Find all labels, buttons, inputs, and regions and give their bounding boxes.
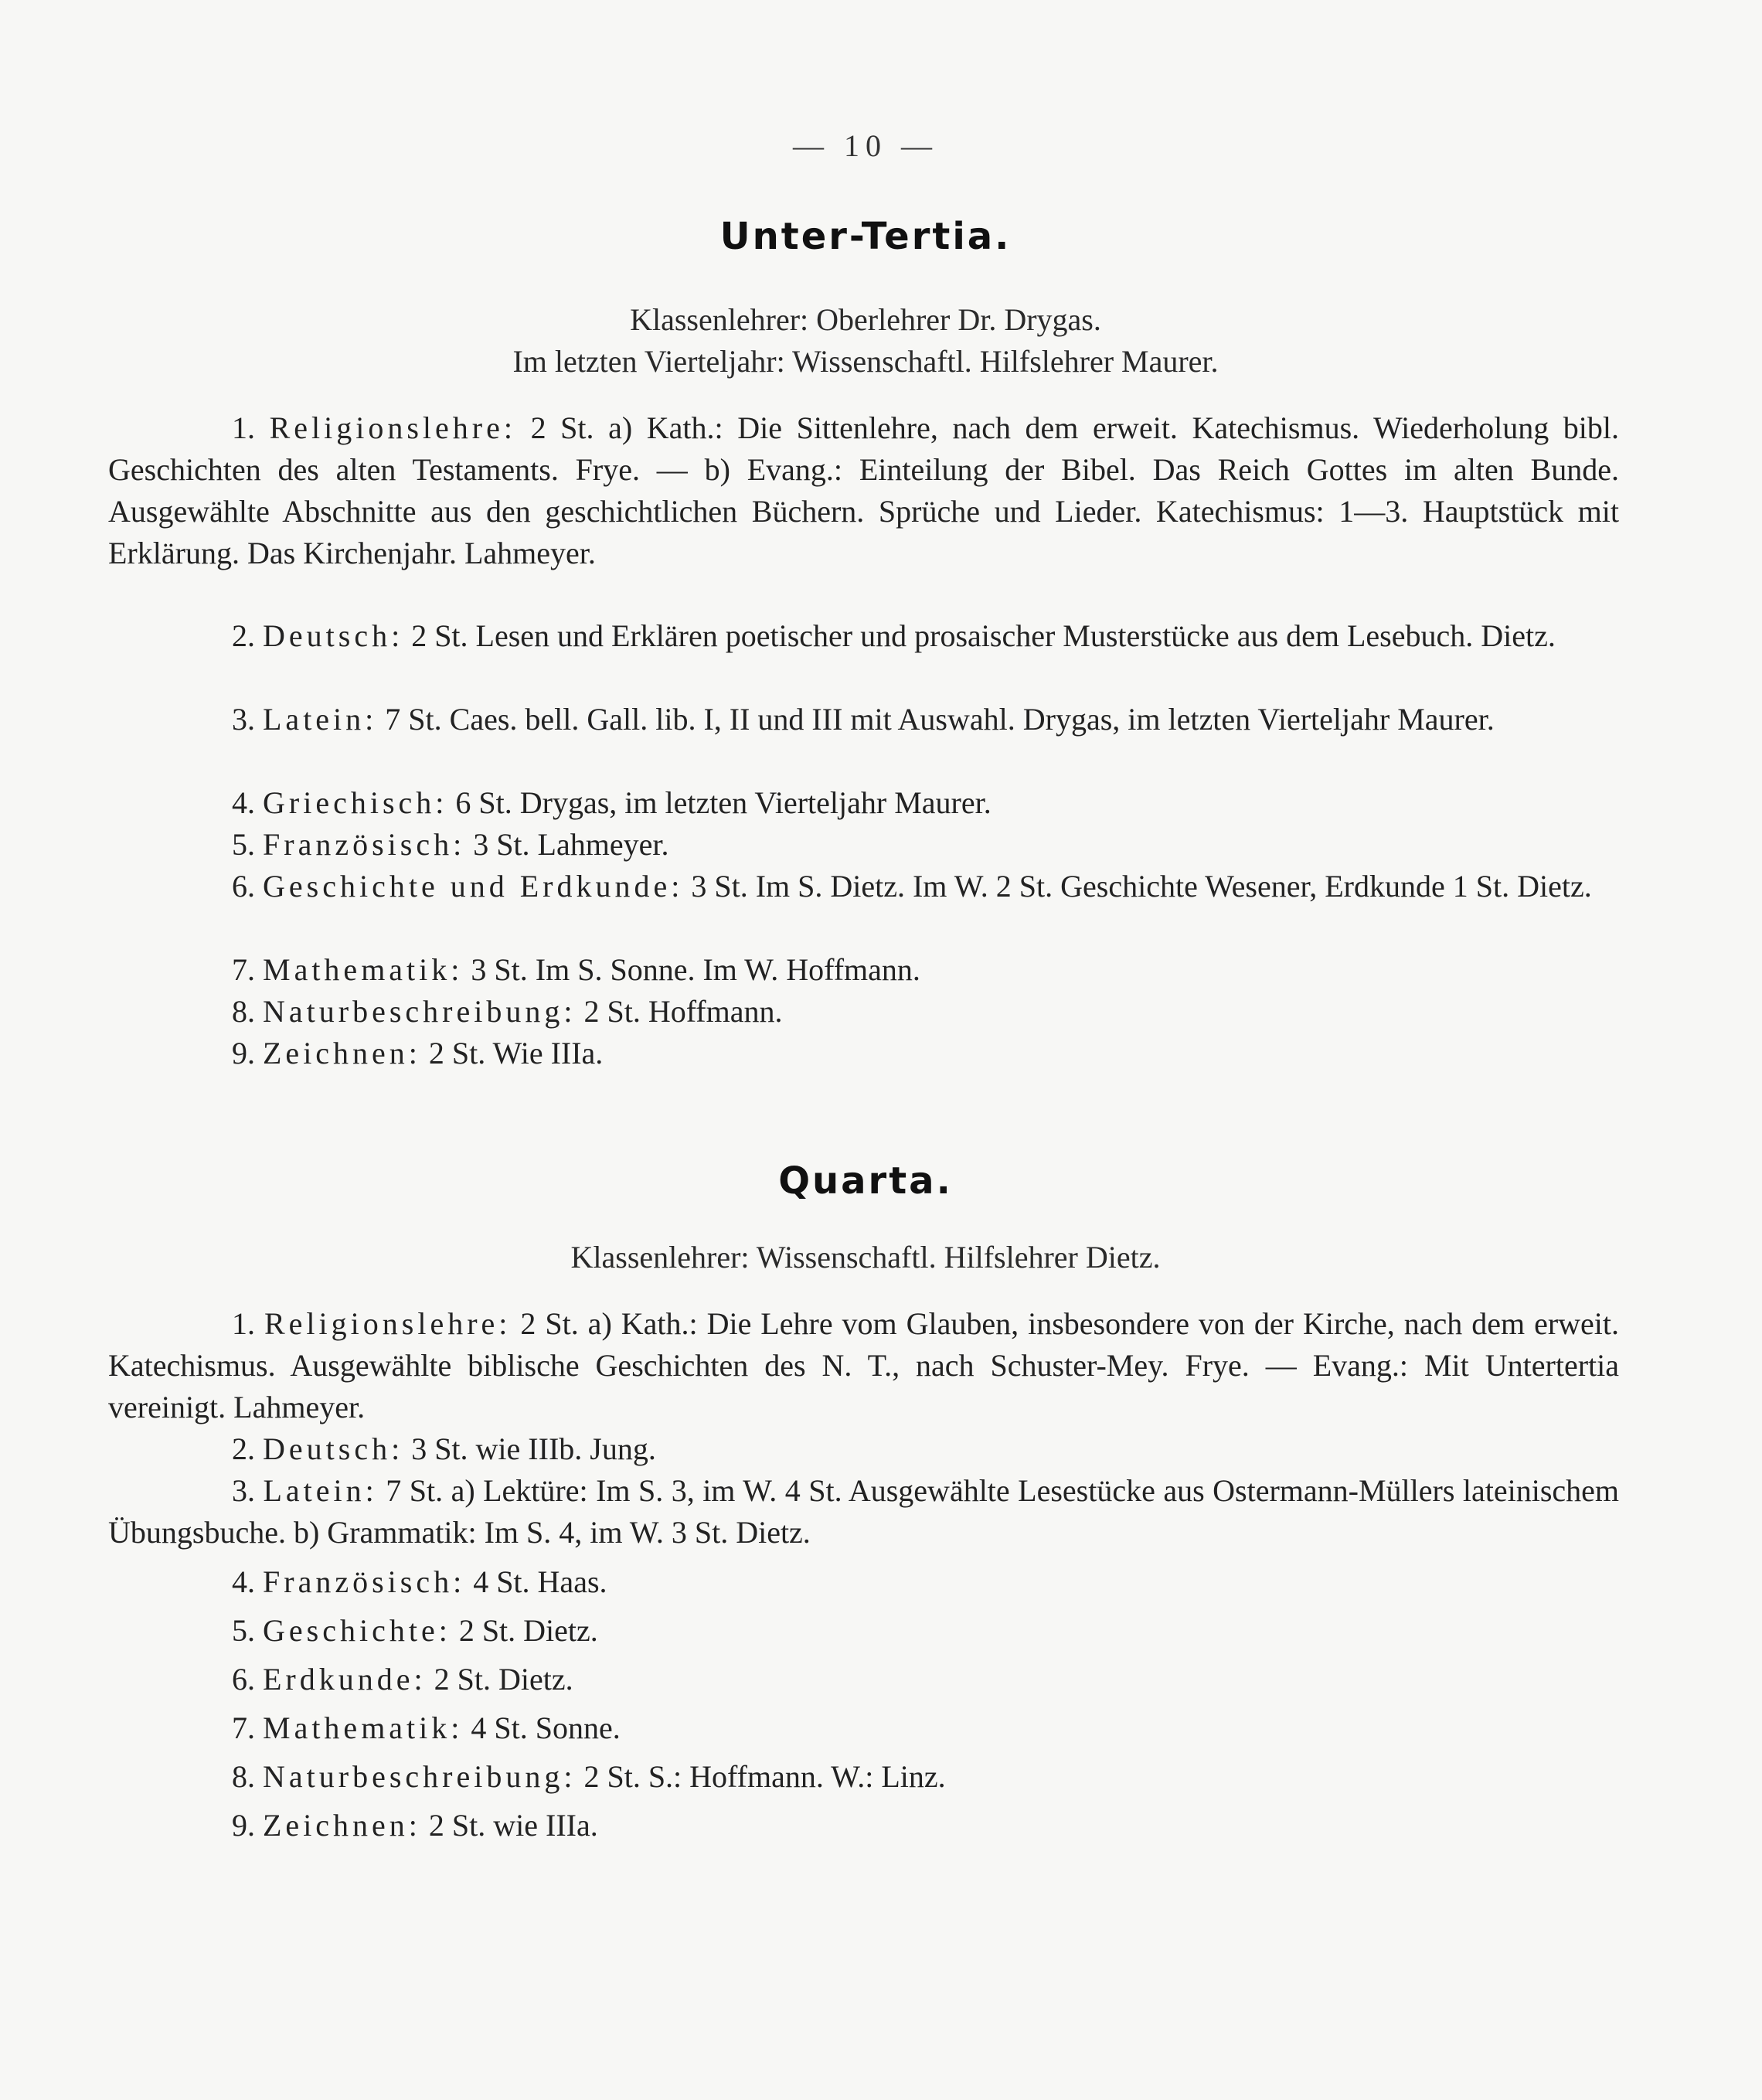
subject-item-zeichnen (232, 1033, 1623, 1074)
subject-label: Religionslehre: (264, 1306, 512, 1341)
subject-text: 2 St. S.: Hoffmann. W.: Linz. (583, 1759, 946, 1794)
class-teacher-last-quarter-line: Im letzten Vierteljahr: Wissenschaftl. Hilfslehrer Maurer. (512, 344, 1219, 379)
subject-item-griechisch (232, 782, 1623, 824)
subject-label: Zeichnen: (263, 1036, 421, 1070)
subject-label: Zeichnen: (263, 1808, 421, 1843)
item-number: 9. (232, 1036, 255, 1070)
subject-text: 3 St. Lahmeyer. (473, 827, 669, 862)
subject-item-naturbeschreibung (232, 991, 1623, 1033)
subject-label: Französisch: (263, 1564, 466, 1599)
subject-item-deutsch (108, 615, 1619, 657)
class-teacher-line: Klassenlehrer: Oberlehrer Dr. Drygas. (630, 302, 1101, 337)
subject-text: 2 St. Dietz. (458, 1613, 598, 1648)
item-number: 5. (232, 1613, 255, 1648)
subject-text: 3 St. Im S. Sonne. Im W. Hoffmann. (471, 952, 920, 987)
subject-item-mathematik (232, 949, 1623, 991)
subject-text: 7 St. Caes. bell. Gall. lib. I, II und III mit Auswahl. Drygas, im letzten Vierteljahr Maurer. (385, 702, 1495, 737)
subject-text: 3 St. Im S. Dietz. Im W. 2 St. Geschichte Wesener, Erdkunde 1 St. Dietz. (691, 869, 1592, 904)
subject-label: Latein: (263, 702, 378, 737)
item-number: 7. (232, 1710, 255, 1745)
subject-label: Mathematik: (263, 952, 464, 987)
class-teacher-line: Klassenlehrer: Wissenschaftl. Hilfslehrer Dietz. (570, 1240, 1161, 1275)
item-number: 6. (232, 869, 255, 904)
item-number: 2. (232, 1431, 255, 1466)
item-number: 2. (232, 618, 255, 653)
subject-text: 2 St. Wie IIIa. (428, 1036, 604, 1070)
subject-item-geschichte (232, 1610, 1623, 1652)
subject-item-geschichte-erdkunde (108, 866, 1619, 907)
item-number: 3. (232, 702, 255, 737)
subject-label: Naturbeschreibung: (263, 1759, 577, 1794)
item-number: 7. (232, 952, 255, 987)
subject-label: Griechisch: (263, 785, 448, 820)
section-title-quarta: Quarta. (778, 1159, 953, 1203)
subject-label: Deutsch: (263, 618, 404, 653)
subject-item-franzoesisch (232, 824, 1623, 866)
item-number: 5. (232, 827, 255, 862)
item-number: 1. (232, 1306, 255, 1341)
subject-item-deutsch (232, 1428, 1623, 1470)
item-number: 3. (232, 1473, 255, 1508)
item-number: 4. (232, 1564, 255, 1599)
subject-item-latein (108, 699, 1619, 740)
subject-text: 2 St. Lesen und Erklären poetischer und prosaischer Musterstücke aus dem Lesebuch. Dietz. (411, 618, 1556, 653)
item-number: 4. (232, 785, 255, 820)
item-number: 8. (232, 994, 255, 1029)
subject-text: 6 St. Drygas, im letzten Vierteljahr Maurer. (455, 785, 992, 820)
item-number: 6. (232, 1662, 255, 1697)
subject-label: Französisch: (263, 827, 466, 862)
page-number: — 10 — (793, 128, 938, 163)
subject-text: 4 St. Haas. (473, 1564, 607, 1599)
subject-item-latein (108, 1470, 1619, 1554)
subject-label: Erdkunde: (263, 1662, 427, 1697)
section-title-unter-tertia: Unter-Tertia. (719, 215, 1012, 258)
subject-label: Geschichte und Erdkunde: (263, 869, 684, 904)
item-number: 9. (232, 1808, 255, 1843)
subject-text: 7 St. a) Lektüre: Im S. 3, im W. 4 St. Ausgewählte Lesestücke aus Ostermann-Müllers lateinischem Übungsbuche. b) Grammatik: Im S. 4, im W. 3 St. Dietz. (108, 1473, 1620, 1550)
subject-text: 2 St. Dietz. (434, 1662, 573, 1697)
item-number: 8. (232, 1759, 255, 1794)
subject-item-zeichnen (232, 1805, 1623, 1846)
subject-label: Deutsch: (263, 1431, 404, 1466)
subject-label: Mathematik: (263, 1710, 464, 1745)
subject-item-erdkunde (232, 1659, 1623, 1700)
subject-text: 3 St. wie IIIb. Jung. (411, 1431, 656, 1466)
subject-label: Latein: (263, 1473, 378, 1508)
subject-item-religion (108, 407, 1619, 574)
subject-item-naturbeschreibung (232, 1756, 1623, 1798)
subject-text: 2 St. a) Kath.: Die Lehre vom Glauben, insbesondere von der Kirche, nach dem erweit. Katechismus. Ausgewählte biblische Geschichten des N. T., nach Schuster-Mey. Frye. — Evang.: Mit Untertertia vereinigt. Lahmeyer. (108, 1306, 1620, 1424)
subject-item-mathematik (232, 1707, 1623, 1749)
subject-label: Geschichte: (263, 1613, 451, 1648)
subject-text: 2 St. Hoffmann. (583, 994, 783, 1029)
subject-text: 2 St. wie IIIa. (428, 1808, 598, 1843)
subject-label: Naturbeschreibung: (263, 994, 577, 1029)
subject-item-religion (108, 1303, 1619, 1428)
subject-text: 2 St. a) Kath.: Die Sittenlehre, nach dem erweit. Katechismus. Wiederholung bibl. Geschichten des alten Testaments. Frye. — b) Evang.: Einteilung der Bibel. Das Reich Gottes im alten Bunde. Ausgewählte Abschnitte aus den geschichtlichen Büchern. Sprüche und Lieder. Katechismus: 1—3. Hauptstück mit Erklärung. Das Kirchenjahr. Lahmeyer. (108, 410, 1620, 570)
subject-item-franzoesisch (232, 1561, 1623, 1603)
subject-label: Religionslehre: (269, 410, 516, 445)
item-number: 1. (232, 410, 255, 445)
subject-text: 4 St. Sonne. (471, 1710, 621, 1745)
